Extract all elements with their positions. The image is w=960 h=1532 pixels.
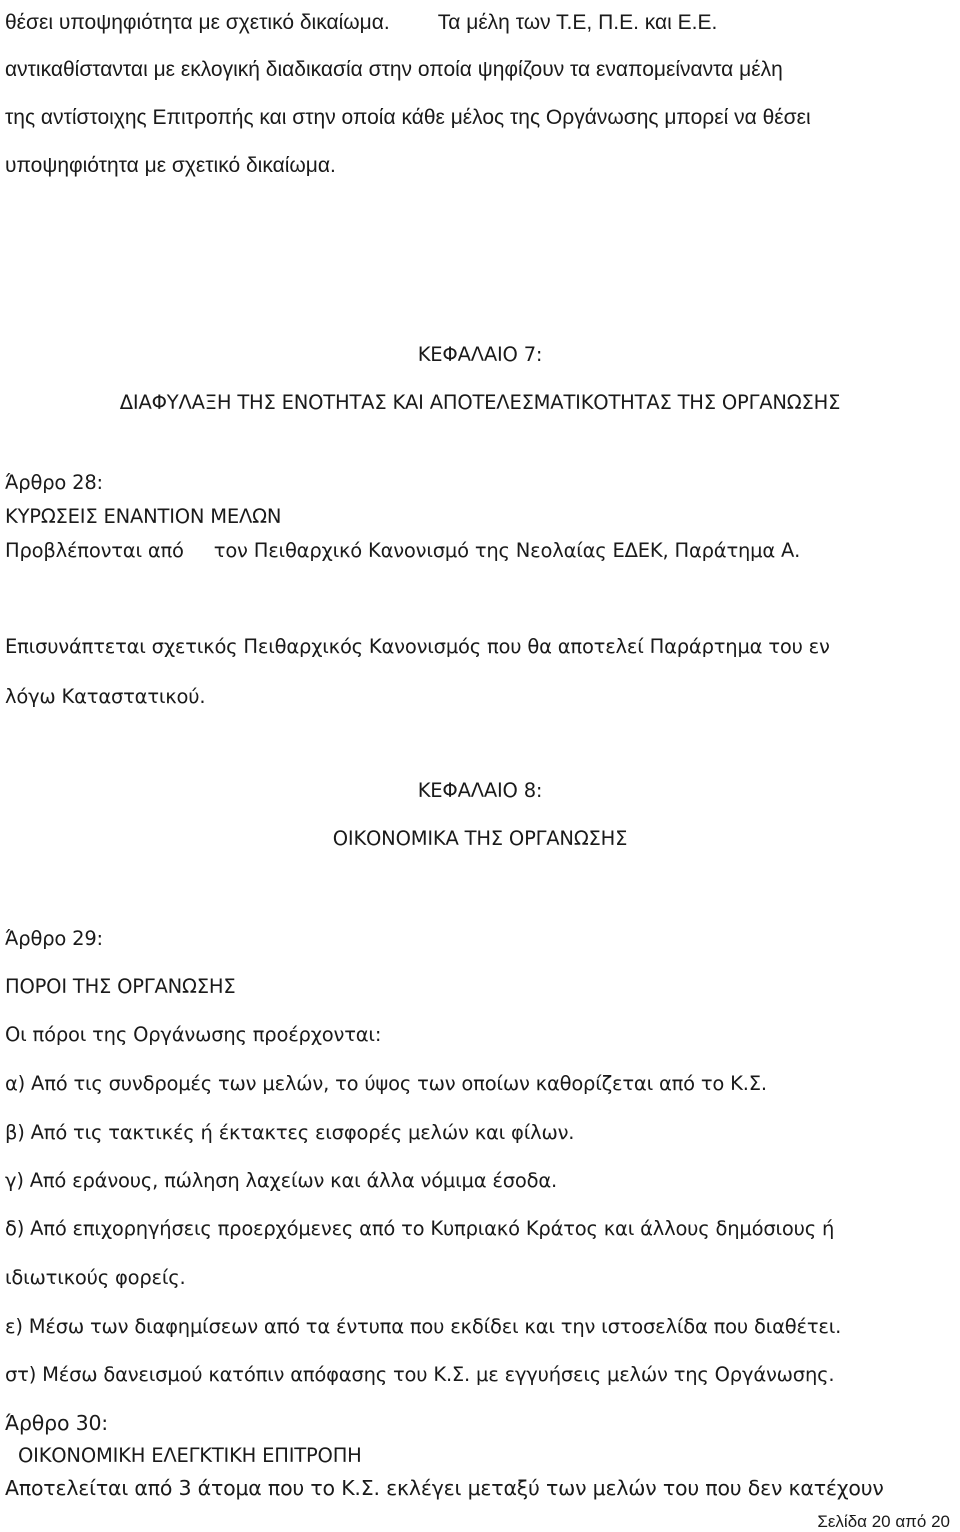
- page-number: Σελίδα 20 από 20: [817, 1512, 950, 1531]
- article-text: Αποτελείται από 3 άτομα που το Κ.Σ. εκλέγει μεταξύ των μελών του που δεν κατέχουν: [5, 1476, 884, 1500]
- paragraph-line: υποψηφιότητα με σχετικό δικαίωμα.: [5, 154, 336, 177]
- list-item: α) Από τις συνδρομές των μελών, το ύψος των οποίων καθορίζεται από το Κ.Σ.: [5, 1072, 767, 1095]
- annex-line: λόγω Καταστατικού.: [5, 685, 206, 708]
- paragraph-line: [5, 12, 717, 33]
- paragraph-line: της αντίστοιχης Επιτροπής και στην οποία κάθε μέλος της Οργάνωσης μπορεί να θέσει: [5, 106, 811, 129]
- article-title: Άρθρο 28:: [5, 471, 103, 494]
- annex-line: Επισυνάπτεται σχετικός Πειθαρχικός Κανονισμός που θα αποτελεί Παράρτημα του εν: [5, 635, 830, 658]
- text-segment: θέσει υποψηφιότητα με σχετικό δικαίωμα.: [5, 11, 390, 34]
- list-item: δ) Από επιχορηγήσεις προερχόμενες από το Κυπριακό Κράτος και άλλους δημόσιους ή: [5, 1217, 835, 1240]
- article-heading: ΠΟΡΟΙ ΤΗΣ ΟΡΓΑΝΩΣΗΣ: [5, 975, 236, 998]
- text-segment: Τα μέλη των Τ.Ε, Π.Ε. και Ε.Ε.: [437, 11, 718, 34]
- chapter-title: ΚΕΦΑΛΑΙΟ 8:: [417, 779, 543, 802]
- text-segment: Προβλέπονται από: [5, 539, 184, 562]
- text-segment: τον Πειθαρχικό Κανονισμό της Νεολαίας ΕΔΕΚ, Παράτημα Α.: [213, 539, 801, 562]
- article-title: Άρθρο 30:: [5, 1411, 109, 1435]
- chapter-title: ΚΕΦΑΛΑΙΟ 7:: [417, 343, 543, 366]
- list-item: ιδιωτικούς φορείς.: [5, 1266, 186, 1289]
- article-text: [5, 541, 800, 561]
- article-heading: ΚΥΡΩΣΕΙΣ ΕΝΑΝΤΙΟΝ ΜΕΛΩΝ: [5, 505, 282, 528]
- chapter-subtitle: ΟΙΚΟΝΟΜΙΚΑ ΤΗΣ ΟΡΓΑΝΩΣΗΣ: [332, 827, 628, 850]
- paragraph-line: αντικαθίστανται με εκλογική διαδικασία στην οποία ψηφίζουν τα εναπομείναντα μέλη: [5, 58, 783, 81]
- list-item: β) Από τις τακτικές ή έκτακτες εισφορές μελών και φίλων.: [5, 1121, 575, 1144]
- list-item: στ) Μέσω δανεισμού κατόπιν απόφασης του Κ.Σ. με εγγυήσεις μελών της Οργάνωσης.: [5, 1363, 835, 1386]
- list-item: γ) Από εράνους, πώληση λαχείων και άλλα νόμιμα έσοδα.: [5, 1169, 558, 1192]
- list-item: ε) Μέσω των διαφημίσεων από τα έντυπα που εκδίδει και την ιστοσελίδα που διαθέτει.: [5, 1315, 842, 1338]
- article-heading: ΟΙΚΟΝΟΜΙΚΗ ΕΛΕΓΚΤΙΚΗ ΕΠΙΤΡΟΠΗ: [18, 1444, 362, 1467]
- article-title: Άρθρο 29:: [5, 927, 103, 950]
- chapter-subtitle: ΔΙΑΦΥΛΑΞΗ ΤΗΣ ΕΝΟΤΗΤΑΣ ΚΑΙ ΑΠΟΤΕΛΕΣΜΑΤΙΚΟΤΗΤΑΣ ΤΗΣ ΟΡΓΑΝΩΣΗΣ: [119, 391, 841, 414]
- article-text: Οι πόροι της Οργάνωσης προέρχονται:: [5, 1023, 382, 1046]
